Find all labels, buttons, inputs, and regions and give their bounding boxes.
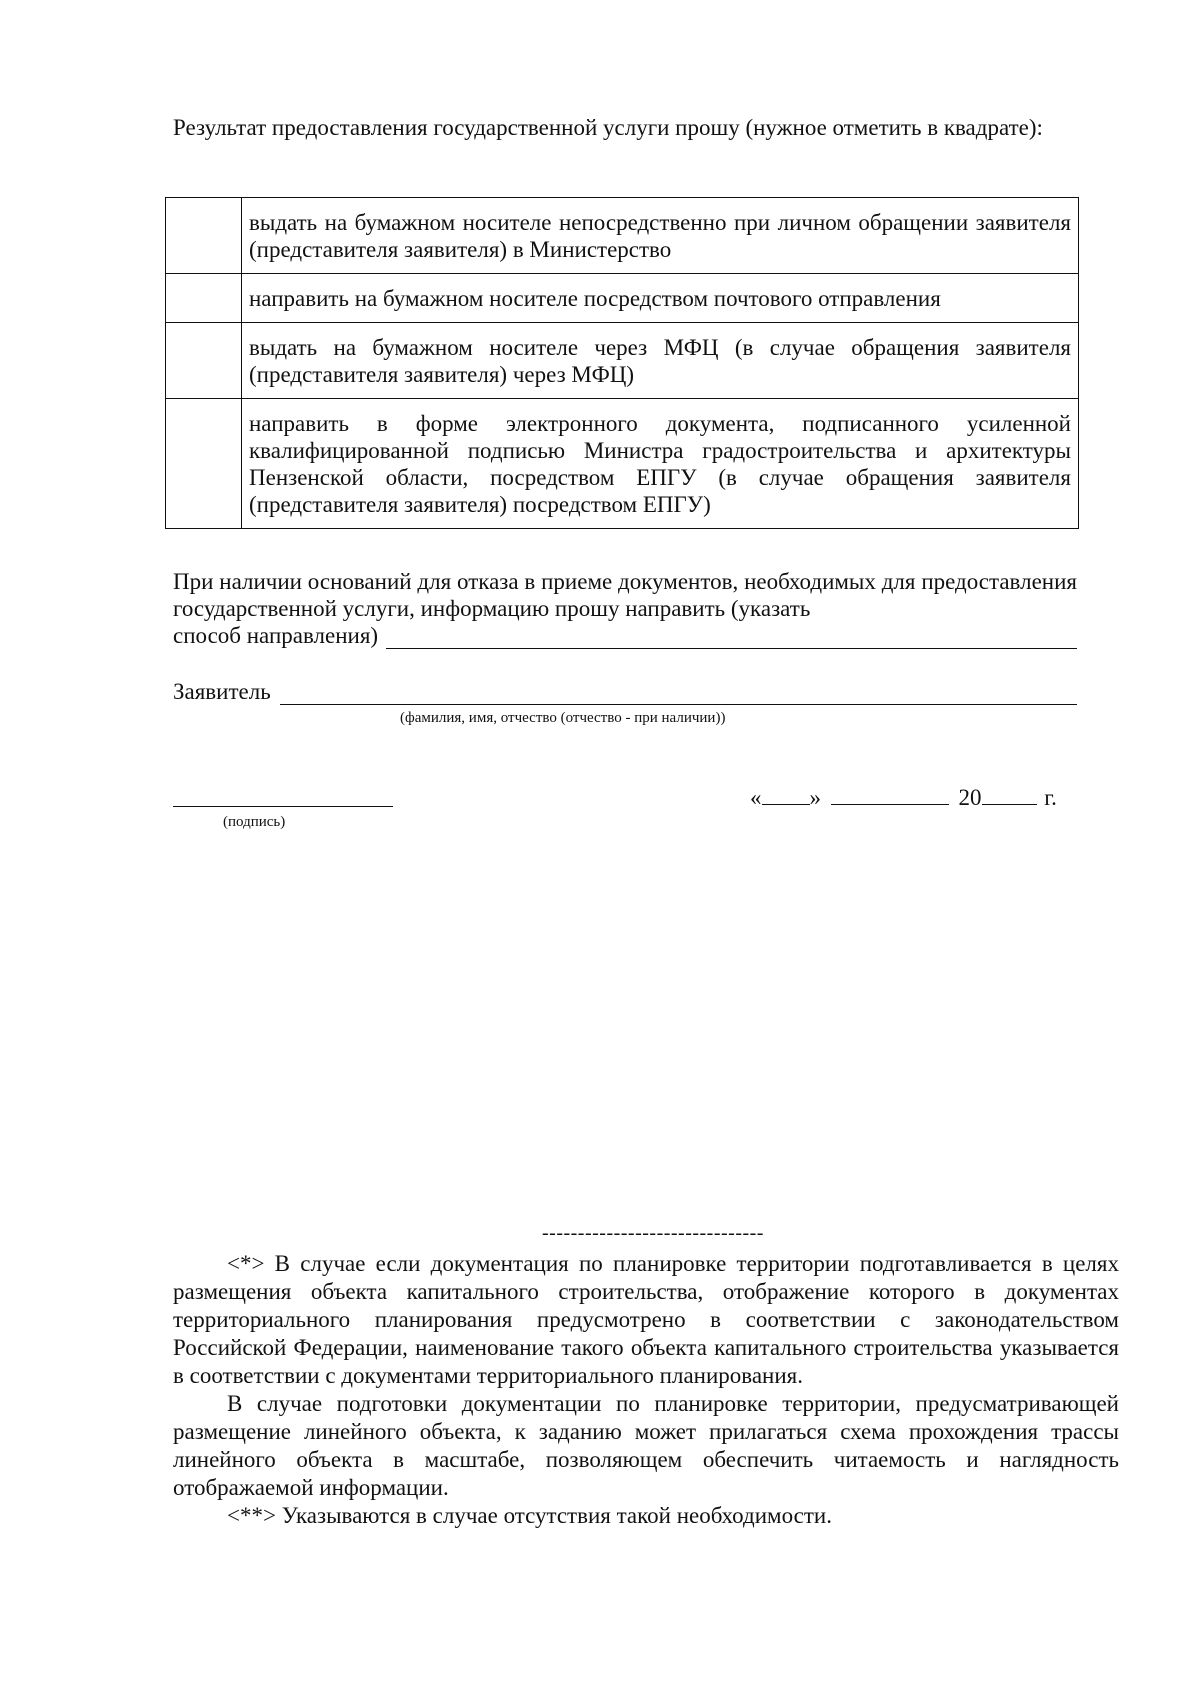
option-checkbox-paper-via-mfc[interactable] — [166, 323, 242, 399]
intro-paragraph: Результат предоставления государственной услуги прошу (нужное отметить в квадрате): — [173, 115, 1043, 140]
date-close-quote: » — [809, 785, 821, 810]
option-label-paper-in-person: выдать на бумажном носителе непосредственно при личном обращении заявителя (представителя заявителя) в Министерство — [242, 198, 1079, 274]
table-row — [166, 198, 1079, 274]
date-year-suffix: г. — [1044, 785, 1057, 810]
footnote-1: <*> В случае если документация по планировке территории подготавливается в целях размещения объекта капитального строительства, отображение которого в документах территориального планирования предусмотрено в соответствии с законодательством Российской Федерации, наименование такого объекта капитального строительства указывается в соответствии с документами территориального планирования. — [173, 1251, 1119, 1388]
refusal-method-line — [173, 622, 1077, 649]
date-day-field[interactable] — [762, 784, 810, 805]
footnote-2: <**> Указываются в случае отсутствия такой необходимости. — [227, 1503, 832, 1528]
applicant-hint: (фамилия, имя, отчество (отчество - при наличии)) — [400, 710, 726, 726]
applicant-row — [173, 678, 1077, 705]
refusal-text: При наличии оснований для отказа в приеме документов, необходимых для предоставления государственной услуги, информацию прошу направить (указать — [173, 569, 1077, 621]
delivery-options-table — [165, 197, 1079, 529]
option-checkbox-paper-in-person[interactable] — [166, 198, 242, 274]
date-row — [750, 784, 1080, 811]
footnote-separator: ------------------------------- — [542, 1222, 764, 1244]
signature-hint: (подпись) — [223, 814, 286, 830]
refusal-method-field[interactable] — [386, 627, 1077, 649]
option-label-paper-via-mfc: выдать на бумажном носителе через МФЦ (в случае обращения заявителя (представителя заявителя) через МФЦ) — [242, 323, 1079, 399]
refusal-paragraph — [173, 568, 1077, 649]
date-open-quote: « — [750, 785, 762, 810]
applicant-name-field[interactable] — [280, 683, 1077, 705]
table-row — [166, 274, 1079, 323]
date-century: 20 — [958, 785, 982, 810]
option-checkbox-paper-by-mail[interactable] — [166, 274, 242, 323]
date-month-field[interactable] — [831, 784, 949, 805]
footnote-1-continuation: В случае подготовки документации по планировке территории, предусматривающей размещение линейного объекта, к заданию может прилагаться схема прохождения трассы линейного объекта в масштабе, позволяющем обеспечить читаемость и наглядность отображаемой информации. — [173, 1391, 1119, 1500]
footnotes — [173, 1250, 1119, 1530]
date-year-field[interactable] — [982, 784, 1037, 805]
signature-field[interactable] — [173, 806, 393, 807]
table-row — [166, 399, 1079, 529]
table-row — [166, 323, 1079, 399]
option-checkbox-electronic-epgu[interactable] — [166, 399, 242, 529]
refusal-method-label: способ направления) — [173, 623, 379, 648]
option-label-paper-by-mail: направить на бумажном носителе посредством почтового отправления — [242, 274, 1079, 323]
applicant-label: Заявитель — [173, 679, 271, 704]
option-label-electronic-epgu: направить в форме электронного документа, подписанного усиленной квалифицированной подписью Министра градостроительства и архитектуры Пензенской области, посредством ЕПГУ (в случае обращения заявителя (представителя заявителя) посредством ЕПГУ) — [242, 399, 1079, 529]
